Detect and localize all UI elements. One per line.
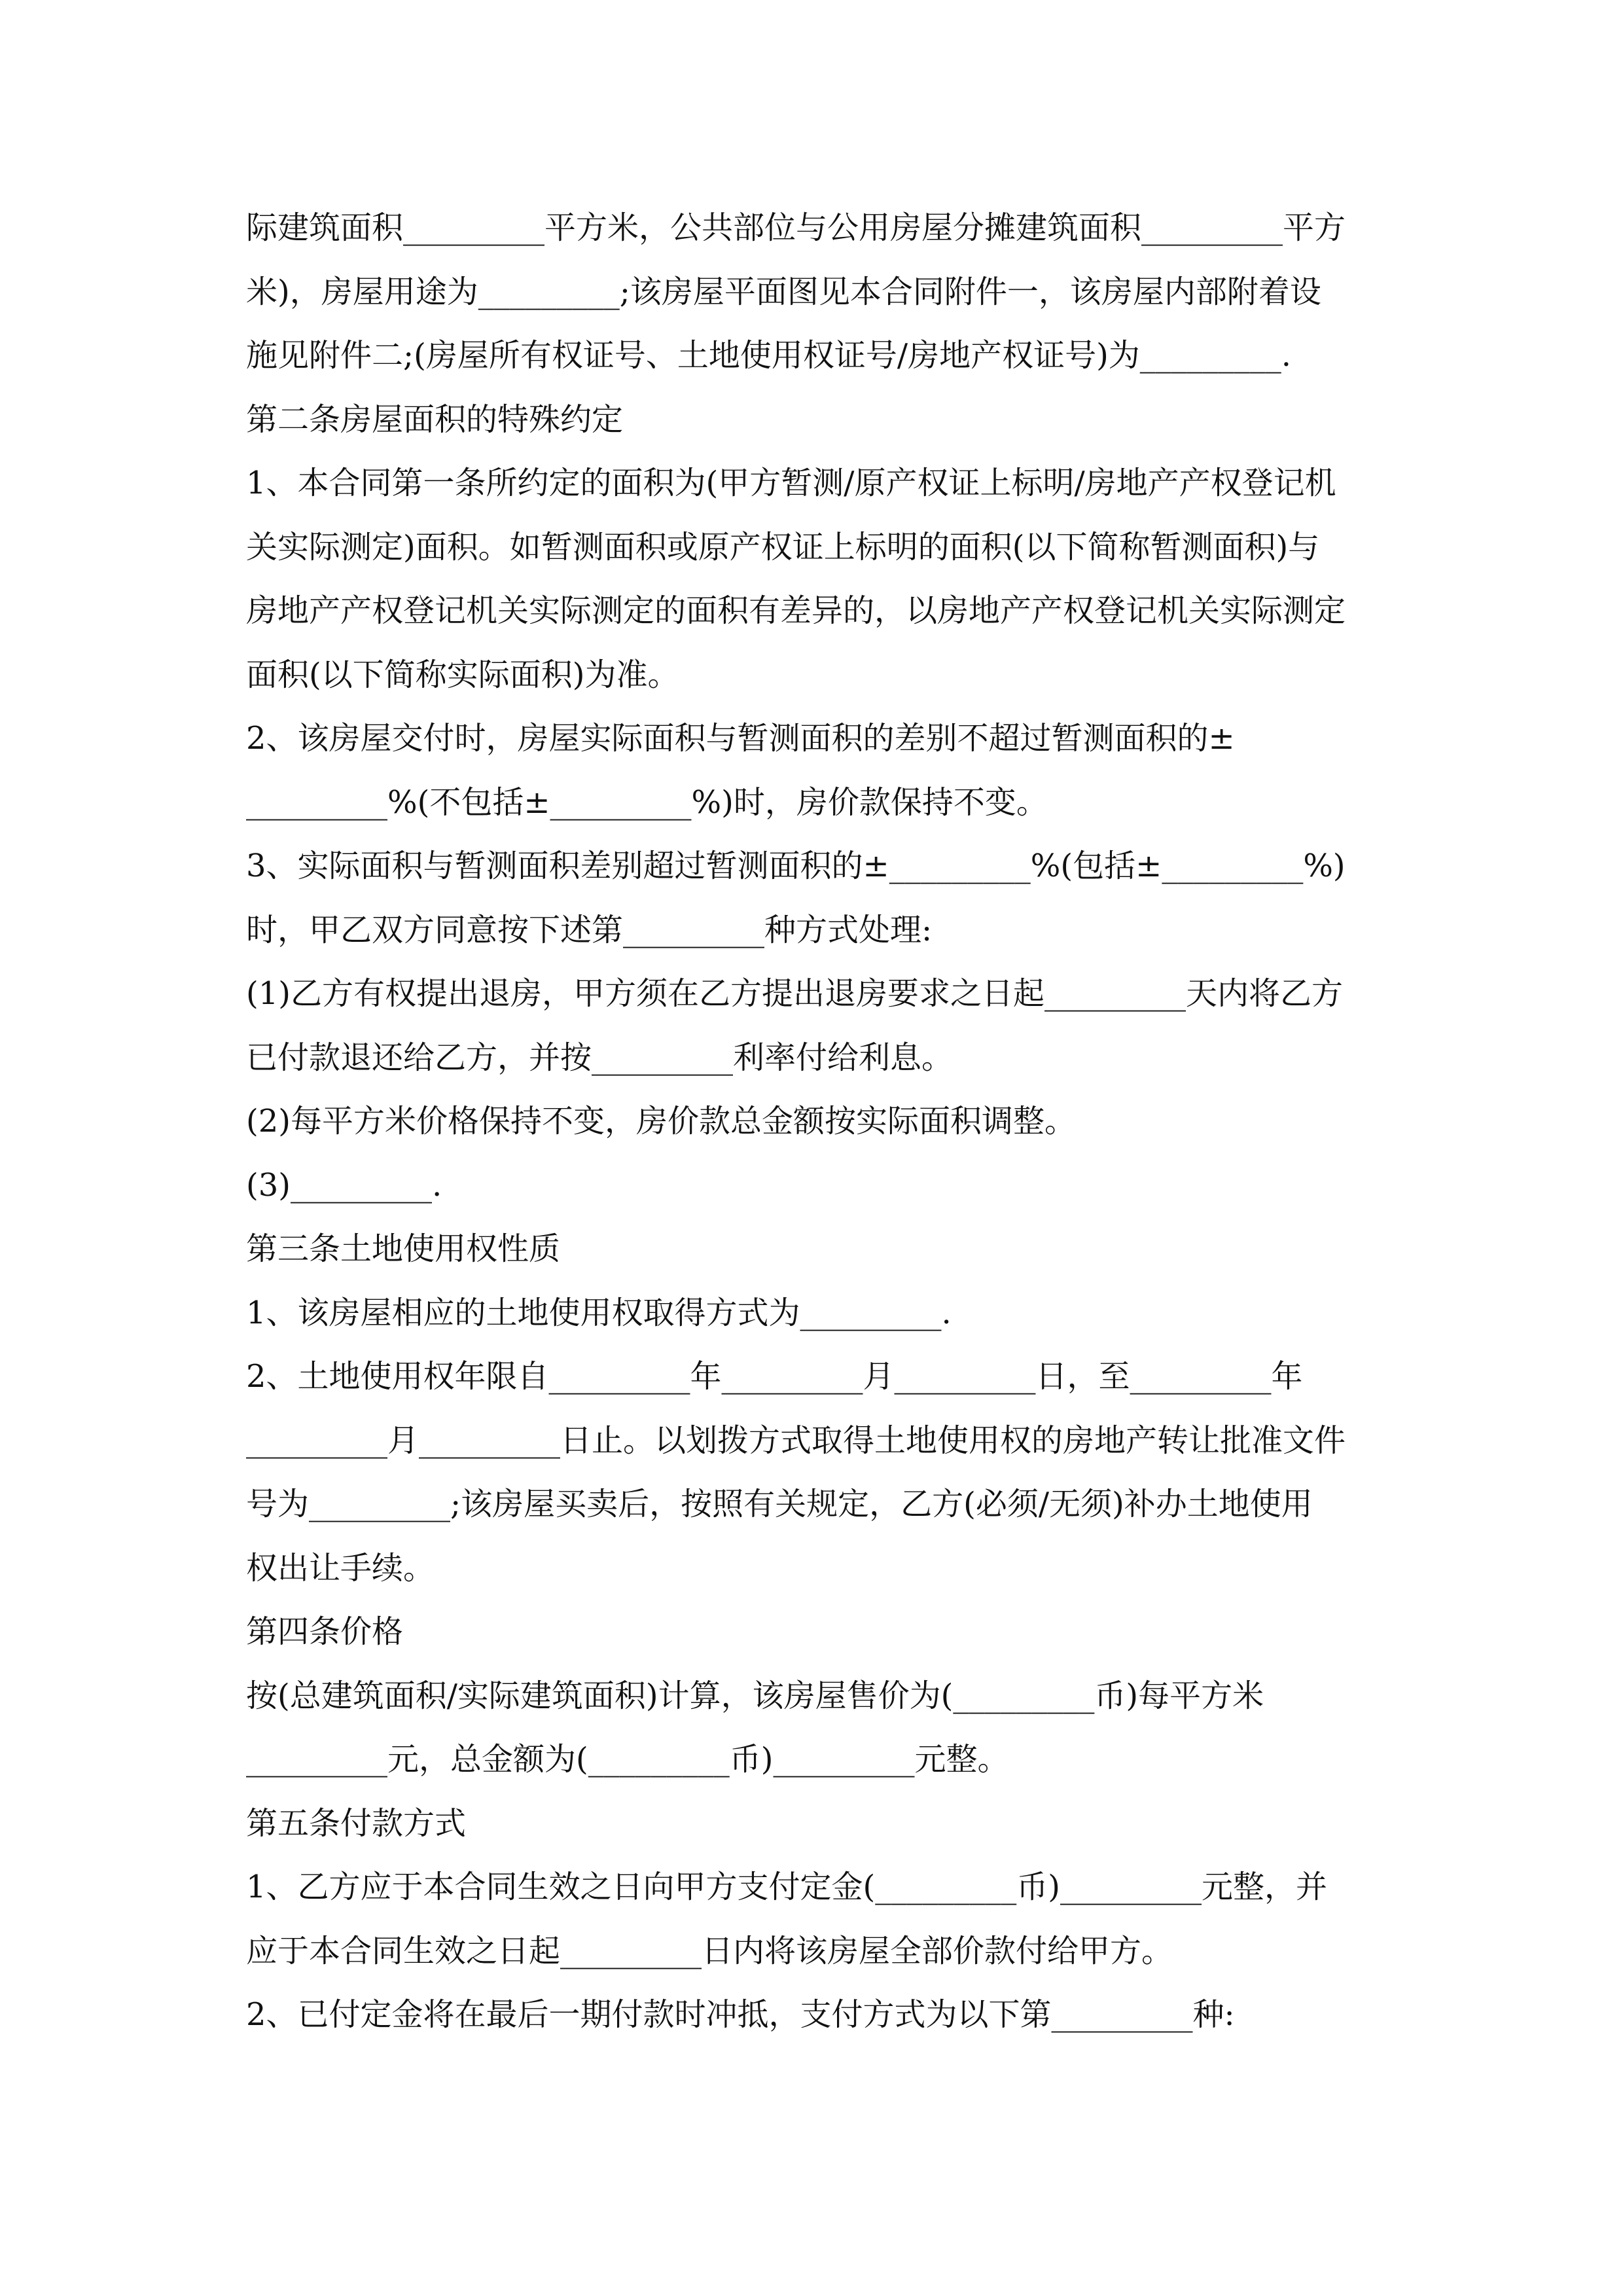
text-line: (3)_________. <box>246 1166 442 1204</box>
text-line: 关实际测定)面积。如暂测面积或原产权证上标明的面积(以下简称暂测面积)与 <box>246 528 1320 565</box>
text-line: 1、乙方应于本合同生效之日向甲方支付定金(_________币)_________元整，并 <box>246 1869 1327 1905</box>
text-line: 按(总建筑面积/实际建筑面积)计算，该房屋售价为(_________币)每平方米 <box>246 1677 1264 1714</box>
text-line: 施见附件二;(房屋所有权证号、土地使用权证号/房地产权证号)为_________. <box>246 337 1292 374</box>
text-line: _________元，总金额为(_________币)_________元整。 <box>246 1741 1009 1778</box>
text-line: 房地产产权登记机关实际测定的面积有差异的，以房地产产权登记机关实际测定 <box>246 592 1346 629</box>
text-line: 应于本合同生效之日起_________日内将该房屋全部价款付给甲方。 <box>246 1932 1173 1969</box>
text-line: 1、本合同第一条所约定的面积为(甲方暂测/原产权证上标明/房地产产权登记机 <box>246 465 1336 501</box>
text-line: 3、实际面积与暂测面积差别超过暂测面积的±_________%(包括±_________%) <box>246 848 1346 884</box>
text-line: (2)每平方米价格保持不变，房价款总金额按实际面积调整。 <box>246 1103 1076 1139</box>
text-line: 际建筑面积_________平方米，公共部位与公用房屋分摊建筑面积_________平方 <box>246 209 1346 246</box>
text-line: 2、土地使用权年限自_________年_________月_________日，至_________年 <box>246 1358 1303 1395</box>
section-heading: 第四条价格 <box>246 1613 404 1650</box>
text-line: 号为_________;该房屋买卖后，按照有关规定，乙方(必须/无须)补办土地使用 <box>246 1486 1313 1522</box>
text-line: 2、该房屋交付时，房屋实际面积与暂测面积的差别不超过暂测面积的± <box>246 720 1235 757</box>
section-heading: 第二条房屋面积的特殊约定 <box>246 401 624 438</box>
text-line: (1)乙方有权提出退房，甲方须在乙方提出退房要求之日起_________天内将乙方 <box>246 975 1343 1012</box>
text-line: 米)，房屋用途为_________;该房屋平面图见本合同附件一，该房屋内部附着设 <box>246 273 1321 310</box>
text-line: 面积(以下简称实际面积)为准。 <box>246 656 679 693</box>
section-heading: 第三条土地使用权性质 <box>246 1230 561 1267</box>
text-line: 权出让手续。 <box>246 1549 435 1587</box>
text-line: _________月_________日止。以划拨方式取得土地使用权的房地产转让批准文件 <box>246 1422 1346 1459</box>
text-line: 1、该房屋相应的土地使用权取得方式为_________. <box>246 1294 952 1331</box>
text-line: _________%(不包括±_________%)时，房价款保持不变。 <box>246 783 1048 821</box>
text-line: 时，甲乙双方同意按下述第_________种方式处理: <box>246 911 933 948</box>
text-line: 已付款退还给乙方，并按_________利率付给利息。 <box>246 1039 954 1076</box>
section-heading: 第五条付款方式 <box>246 1804 467 1842</box>
text-line: 2、已付定金将在最后一期付款时冲抵，支付方式为以下第_________种: <box>246 1996 1235 2033</box>
document-body <box>246 196 1378 2047</box>
